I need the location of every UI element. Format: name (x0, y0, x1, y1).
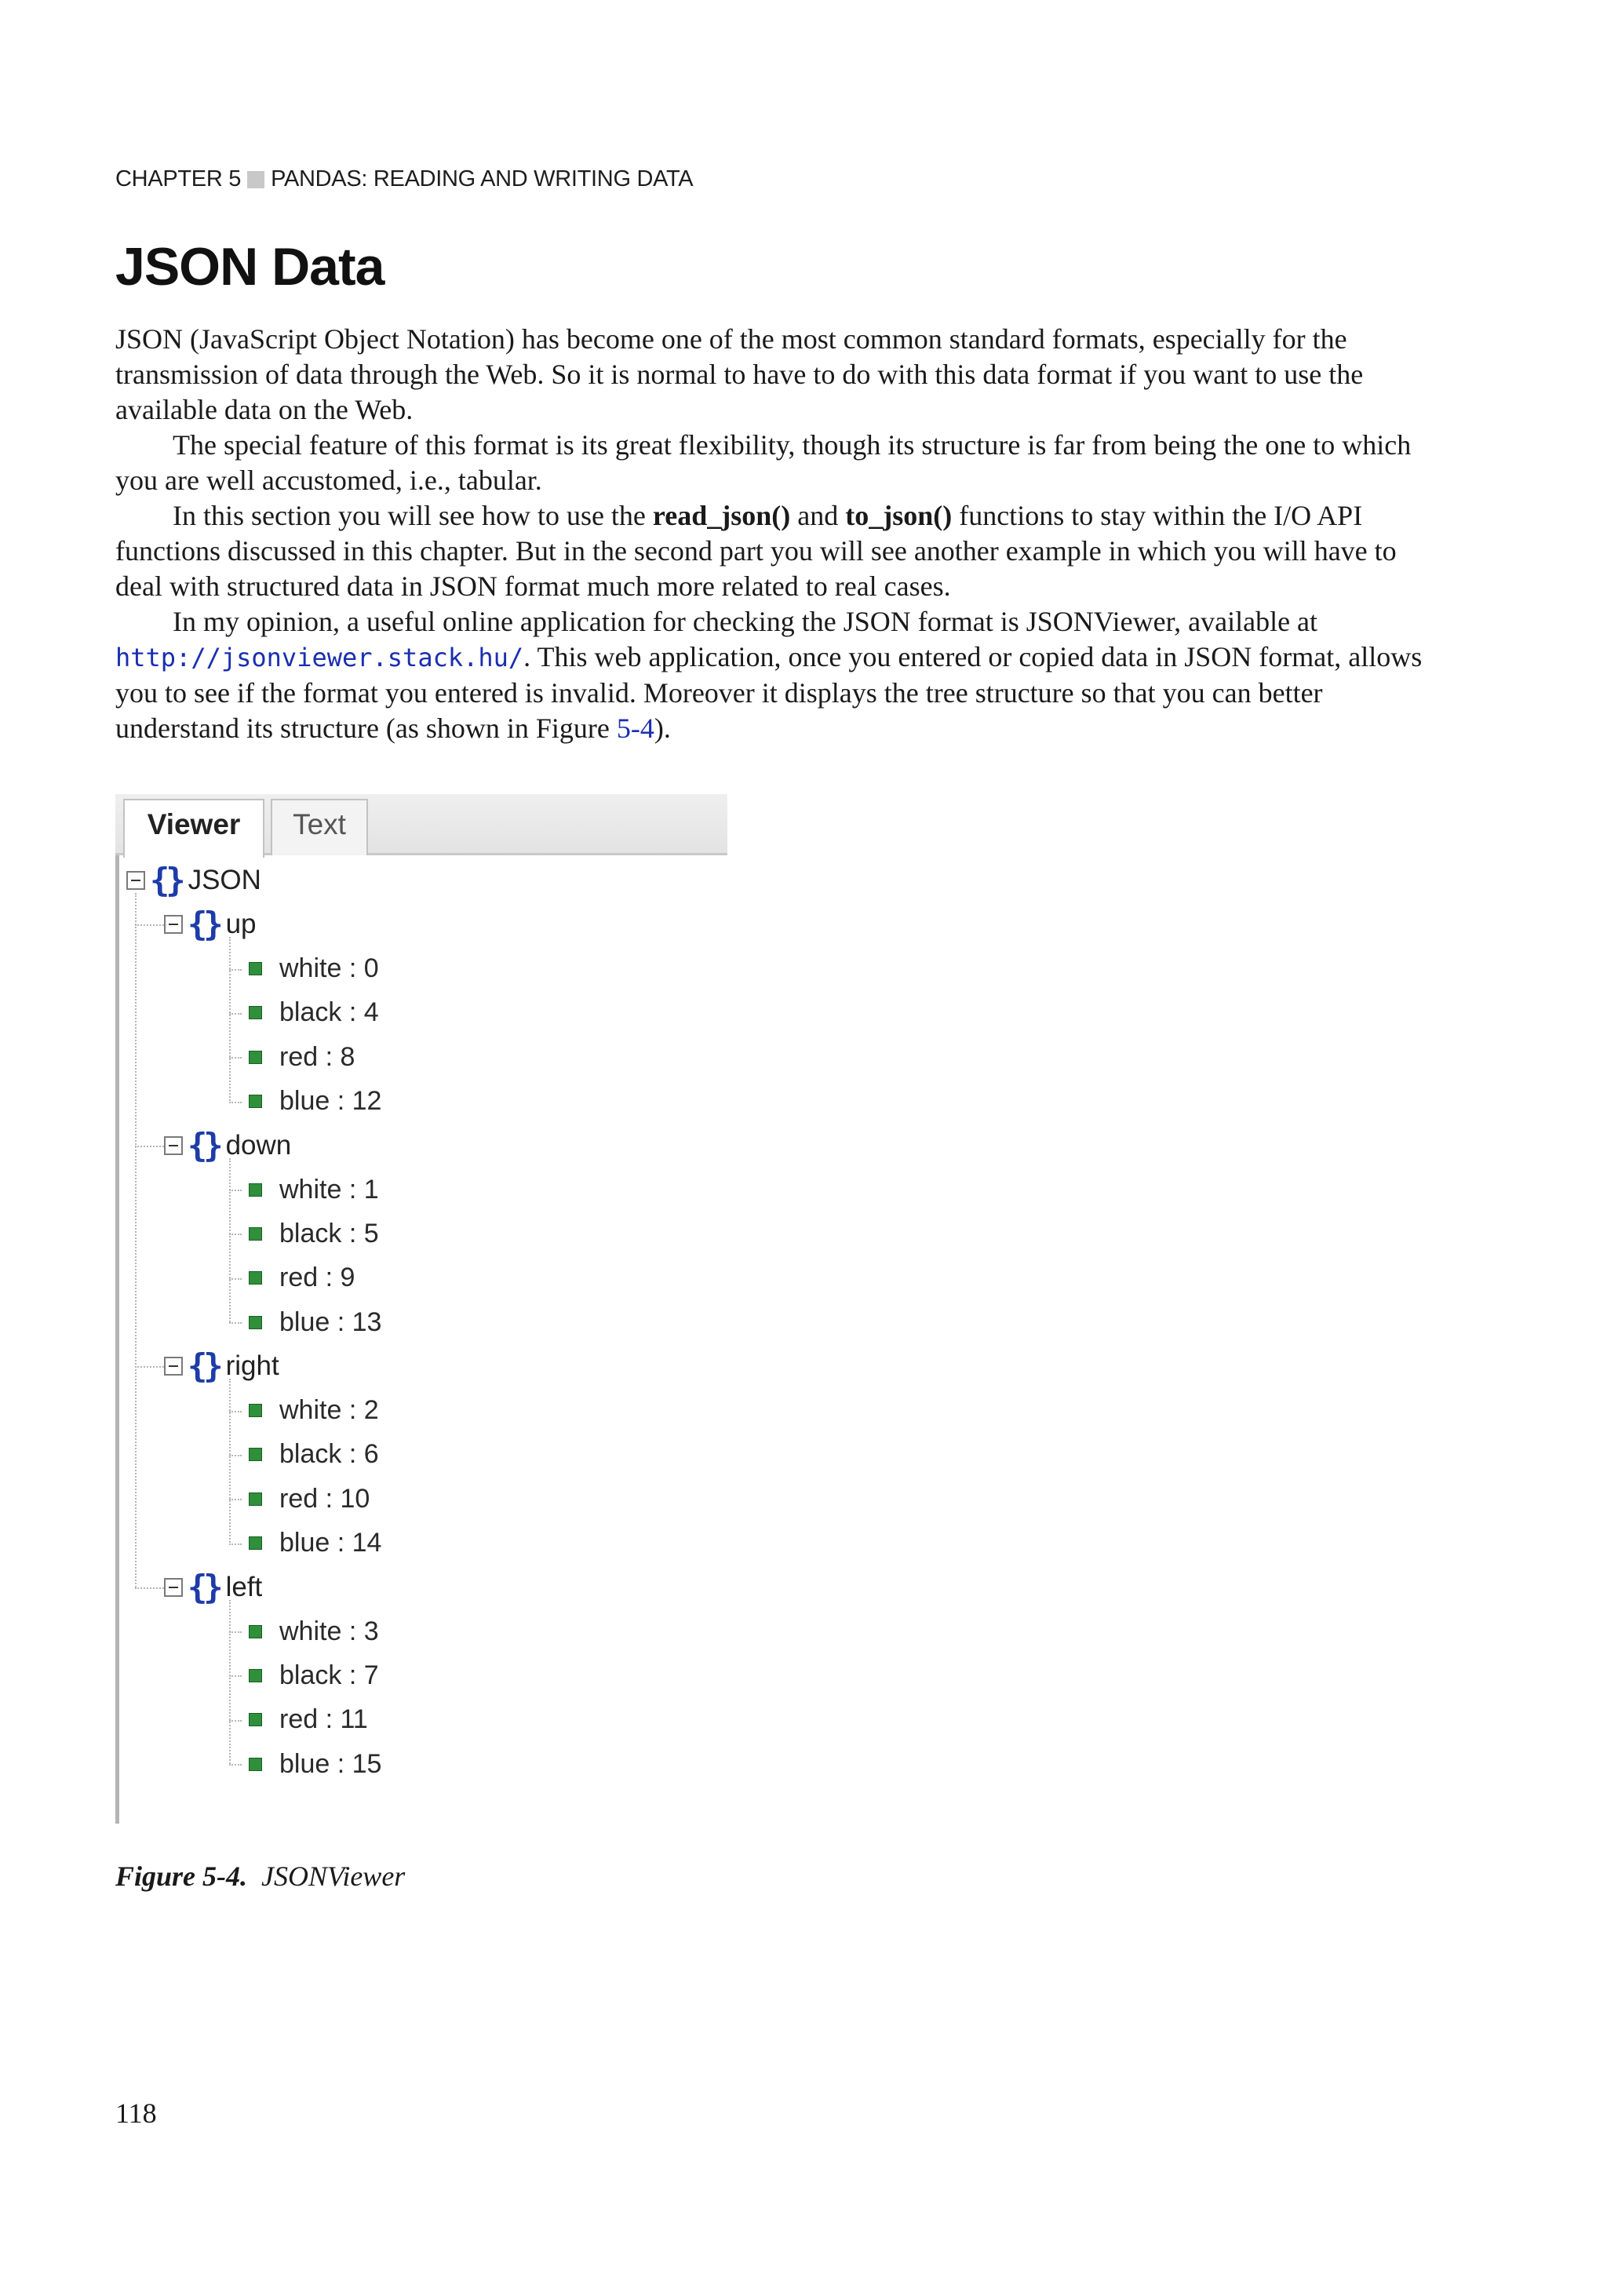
paragraph-1: JSON (JavaScript Object Notation) has become one of the most common standard formats, especially for the transmission of data through the Web. So it is normal to have to do with this data format if you want to use the available data on the Web. (115, 323, 1364, 425)
tree-leaf-node (249, 1653, 379, 1697)
tree-connector (229, 969, 242, 971)
tree-leaf-label: white : 1 (279, 1174, 379, 1204)
tree-root-node[interactable] (126, 858, 261, 902)
tree-leaf-label: black : 6 (279, 1439, 379, 1470)
tree-object-label: left (225, 1571, 263, 1602)
collapse-icon[interactable] (126, 871, 145, 890)
tab-text[interactable]: Text (271, 799, 368, 855)
tree-object-label: right (225, 1350, 279, 1382)
figure-caption-label: Figure 5-4. (115, 1860, 248, 1892)
value-square-icon (249, 962, 262, 975)
tree-connector (229, 937, 231, 1101)
value-square-icon (249, 1183, 262, 1197)
value-square-icon (249, 1713, 262, 1726)
tab-viewer[interactable]: Viewer (123, 799, 264, 858)
value-square-icon (249, 1316, 262, 1329)
tree-connector (135, 1587, 164, 1589)
figure-caption-text: JSONViewer (261, 1860, 406, 1892)
tree-leaf-node (249, 1522, 381, 1565)
paragraph-3-text-mid: and (790, 500, 846, 531)
tree-object-node-up[interactable] (164, 902, 257, 946)
object-braces-icon: {} (188, 1567, 220, 1606)
body-text (115, 322, 1449, 746)
running-head-separator (247, 171, 264, 188)
tree-leaf-node (249, 1256, 355, 1300)
jsonviewer-screenshot (115, 794, 727, 1824)
tree-object-label: down (225, 1129, 292, 1161)
tree-leaf-node (249, 1477, 370, 1521)
tree-leaf-label: black : 5 (279, 1218, 379, 1248)
collapse-icon[interactable] (164, 1357, 183, 1376)
value-square-icon (249, 1625, 262, 1638)
tree-leaf-label: red : 8 (279, 1041, 355, 1072)
paragraph-4-text-end: ). (654, 712, 671, 744)
paragraph-2: The special feature of this format is its great flexibility, though its structure is far from being the one to which you are well accustomed, i.e., tabular. (115, 429, 1412, 496)
paragraph-3-text-end: functions to stay within the I/O API functions discussed in this chapter. But in the second part you will see another example in which you will have to deal with structured data in JSON format much more related to real cases. (115, 500, 1397, 602)
tree-leaf-node (249, 1433, 379, 1477)
tree-leaf-label: white : 0 (279, 953, 379, 984)
tree-connector (229, 1499, 242, 1500)
tree-leaf-node (249, 1168, 379, 1212)
tree-connector (229, 1057, 242, 1059)
value-square-icon (249, 1492, 262, 1506)
section-title: JSON Data (115, 237, 384, 297)
tree-connector (229, 1379, 231, 1543)
tree-object-label: up (225, 909, 257, 940)
value-square-icon (249, 1095, 262, 1108)
viewer-tab-bar (115, 794, 727, 855)
tree-connector (229, 1013, 242, 1015)
tree-leaf-node (249, 1035, 355, 1079)
value-square-icon (249, 1006, 262, 1019)
value-square-icon (249, 1051, 262, 1064)
paragraph-4-text-start: In my opinion, a useful online application for checking the JSON format is JSONViewer, available at (173, 606, 1318, 637)
value-square-icon (249, 1448, 262, 1461)
value-square-icon (249, 1404, 262, 1417)
value-square-icon (249, 1669, 262, 1682)
paragraph-4 (115, 604, 1449, 746)
tree-leaf-node (249, 1389, 379, 1433)
json-tree (115, 855, 727, 1824)
collapse-icon[interactable] (164, 915, 183, 934)
tree-connector (229, 1720, 242, 1722)
value-square-icon (249, 1271, 262, 1285)
tree-object-node-left[interactable] (164, 1565, 262, 1609)
tree-leaf-node (249, 1212, 379, 1256)
tree-connector (229, 1234, 242, 1235)
to-json-function: to_json() (845, 500, 953, 531)
tree-connector (229, 1764, 242, 1766)
tree-leaf-node (249, 1609, 379, 1653)
tree-connector (229, 1102, 242, 1103)
tree-leaf-node (249, 1080, 381, 1124)
tree-leaf-label: black : 7 (279, 1660, 379, 1690)
tree-object-node-right[interactable] (164, 1344, 279, 1388)
tree-root-label: JSON (188, 865, 261, 895)
tree-leaf-node (249, 991, 379, 1035)
tree-connector (229, 1600, 231, 1764)
tree-leaf-label: white : 2 (279, 1395, 379, 1426)
paragraph-3 (115, 498, 1449, 604)
tree-connector (229, 1455, 242, 1456)
tree-leaf-node (249, 947, 379, 991)
collapse-icon[interactable] (164, 1578, 183, 1597)
paragraph-3-text-start: In this section you will see how to use the (173, 500, 653, 531)
jsonviewer-url-link[interactable]: http://jsonviewer.stack.hu/ (115, 643, 524, 672)
tree-leaf-node (249, 1698, 368, 1742)
tree-connector (229, 1158, 231, 1322)
tree-leaf-label: black : 4 (279, 997, 379, 1028)
tree-connector (135, 924, 164, 926)
tree-connector (135, 893, 137, 1587)
tree-connector (229, 1631, 242, 1633)
tree-connector (135, 1146, 164, 1147)
tree-connector (229, 1411, 242, 1412)
paragraph-4-text-middle: . This web application, once you entered or copied data in JSON format, allows you to see if the format you entered is invalid. Moreover it displays the tree structure so that you can better understand its structure (as shown in Figure (115, 641, 1423, 744)
object-braces-icon: {} (188, 905, 220, 944)
running-head-chapter: CHAPTER 5 (115, 166, 242, 191)
tree-leaf-label: white : 3 (279, 1616, 379, 1646)
tree-connector (229, 1543, 242, 1545)
tree-connector (229, 1190, 242, 1191)
value-square-icon (249, 1758, 262, 1771)
object-braces-icon: {} (188, 1125, 220, 1164)
tree-leaf-node (249, 1300, 381, 1344)
tree-leaf-label: blue : 12 (279, 1086, 382, 1116)
tree-connector (229, 1278, 242, 1280)
object-braces-icon: {} (150, 861, 182, 899)
running-head-title: PANDAS: READING AND WRITING DATA (271, 166, 694, 191)
tree-leaf-label: red : 11 (279, 1704, 368, 1735)
collapse-icon[interactable] (164, 1136, 183, 1155)
value-square-icon (249, 1227, 262, 1241)
tree-connector (229, 1675, 242, 1677)
tree-connector (229, 1322, 242, 1324)
tree-leaf-label: blue : 15 (279, 1748, 382, 1779)
tree-leaf-label: blue : 14 (279, 1528, 382, 1558)
figure-reference-link[interactable]: 5-4 (616, 712, 654, 744)
tree-connector (135, 1366, 164, 1368)
tree-object-node-down[interactable] (164, 1124, 291, 1168)
value-square-icon (249, 1536, 262, 1550)
figure-caption (115, 1860, 405, 1893)
read-json-function: read_json() (652, 500, 791, 531)
page-number: 118 (115, 2097, 157, 2129)
tree-leaf-node (249, 1742, 381, 1786)
object-braces-icon: {} (188, 1347, 220, 1386)
tree-leaf-label: blue : 13 (279, 1307, 382, 1337)
running-head (115, 166, 693, 192)
tree-leaf-label: red : 9 (279, 1263, 355, 1293)
tree-leaf-label: red : 10 (279, 1483, 370, 1514)
